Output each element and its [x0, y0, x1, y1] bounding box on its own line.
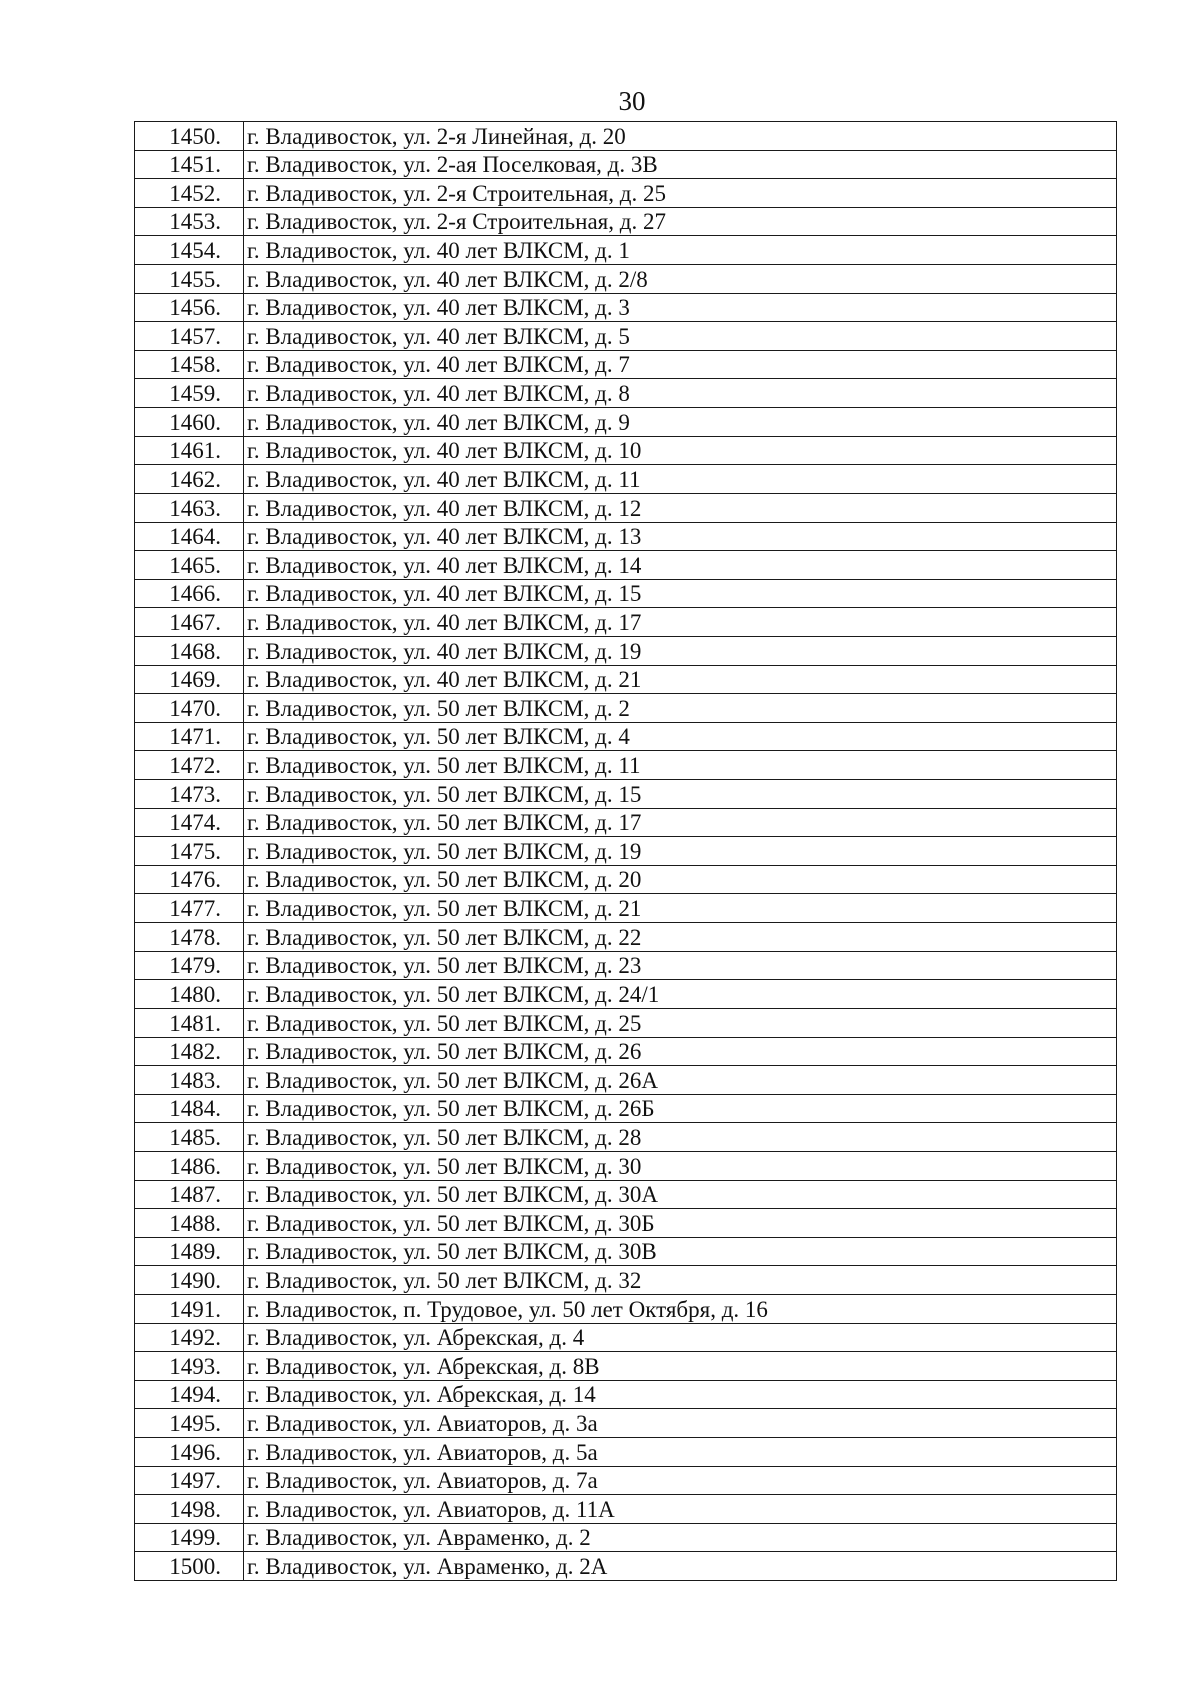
- table-row: [135, 1209, 1117, 1238]
- row-number: 1461.: [135, 436, 244, 465]
- table-row: [135, 1552, 1117, 1581]
- row-number: 1486.: [135, 1151, 244, 1180]
- table-row: [135, 522, 1117, 551]
- row-number: 1500.: [135, 1552, 244, 1581]
- row-address: г. Владивосток, ул. 50 лет ВЛКСМ, д. 30В: [244, 1237, 1117, 1266]
- row-address: г. Владивосток, ул. Абрекская, д. 4: [244, 1323, 1117, 1352]
- row-address: г. Владивосток, п. Трудовое, ул. 50 лет Октября, д. 16: [244, 1294, 1117, 1323]
- table-row: [135, 236, 1117, 265]
- address-table-body: [135, 122, 1117, 1581]
- row-address: г. Владивосток, ул. 40 лет ВЛКСМ, д. 12: [244, 493, 1117, 522]
- row-address: г. Владивосток, ул. Авиаторов, д. 5а: [244, 1438, 1117, 1467]
- table-row: [135, 1466, 1117, 1495]
- row-address: г. Владивосток, ул. 40 лет ВЛКСМ, д. 14: [244, 551, 1117, 580]
- row-address: г. Владивосток, ул. 2-ая Поселковая, д. 3В: [244, 150, 1117, 179]
- table-row: [135, 207, 1117, 236]
- table-row: [135, 1066, 1117, 1095]
- table-row: [135, 894, 1117, 923]
- table-row: [135, 722, 1117, 751]
- row-address: г. Владивосток, ул. 40 лет ВЛКСМ, д. 15: [244, 579, 1117, 608]
- row-number: 1472.: [135, 751, 244, 780]
- row-number: 1468.: [135, 636, 244, 665]
- table-row: [135, 179, 1117, 208]
- table-row: [135, 808, 1117, 837]
- row-number: 1450.: [135, 122, 244, 151]
- row-address: г. Владивосток, ул. 40 лет ВЛКСМ, д. 9: [244, 408, 1117, 437]
- row-number: 1499.: [135, 1523, 244, 1552]
- row-number: 1475.: [135, 837, 244, 866]
- row-address: г. Владивосток, ул. 40 лет ВЛКСМ, д. 17: [244, 608, 1117, 637]
- row-address: г. Владивосток, ул. 40 лет ВЛКСМ, д. 1: [244, 236, 1117, 265]
- row-number: 1479.: [135, 951, 244, 980]
- row-address: г. Владивосток, ул. 50 лет ВЛКСМ, д. 11: [244, 751, 1117, 780]
- row-address: г. Владивосток, ул. Авиаторов, д. 11А: [244, 1495, 1117, 1524]
- table-row: [135, 122, 1117, 151]
- row-address: г. Владивосток, ул. 50 лет ВЛКСМ, д. 21: [244, 894, 1117, 923]
- table-row: [135, 579, 1117, 608]
- table-row: [135, 780, 1117, 809]
- row-number: 1465.: [135, 551, 244, 580]
- row-address: г. Владивосток, ул. 2-я Строительная, д. 25: [244, 179, 1117, 208]
- row-number: 1459.: [135, 379, 244, 408]
- table-row: [135, 980, 1117, 1009]
- row-number: 1488.: [135, 1209, 244, 1238]
- table-row: [135, 1151, 1117, 1180]
- row-address: г. Владивосток, ул. 50 лет ВЛКСМ, д. 4: [244, 722, 1117, 751]
- table-row: [135, 837, 1117, 866]
- row-number: 1453.: [135, 207, 244, 236]
- row-number: 1466.: [135, 579, 244, 608]
- row-number: 1476.: [135, 865, 244, 894]
- row-number: 1458.: [135, 350, 244, 379]
- row-number: 1498.: [135, 1495, 244, 1524]
- row-address: г. Владивосток, ул. 50 лет ВЛКСМ, д. 25: [244, 1008, 1117, 1037]
- row-address: г. Владивосток, ул. 40 лет ВЛКСМ, д. 11: [244, 465, 1117, 494]
- table-row: [135, 1438, 1117, 1467]
- page-number: 30: [618, 86, 646, 116]
- table-row: [135, 465, 1117, 494]
- row-address: г. Владивосток, ул. 40 лет ВЛКСМ, д. 7: [244, 350, 1117, 379]
- row-number: 1478.: [135, 923, 244, 952]
- row-number: 1473.: [135, 780, 244, 809]
- row-address: г. Владивосток, ул. Авраменко, д. 2: [244, 1523, 1117, 1552]
- row-address: г. Владивосток, ул. 50 лет ВЛКСМ, д. 26Б: [244, 1094, 1117, 1123]
- row-address: г. Владивосток, ул. 50 лет ВЛКСМ, д. 30: [244, 1151, 1117, 1180]
- row-number: 1462.: [135, 465, 244, 494]
- row-address: г. Владивосток, ул. Авиаторов, д. 3а: [244, 1409, 1117, 1438]
- row-number: 1495.: [135, 1409, 244, 1438]
- row-number: 1469.: [135, 665, 244, 694]
- row-number: 1481.: [135, 1008, 244, 1037]
- row-address: г. Владивосток, ул. 40 лет ВЛКСМ, д. 3: [244, 293, 1117, 322]
- row-number: 1480.: [135, 980, 244, 1009]
- row-address: г. Владивосток, ул. 50 лет ВЛКСМ, д. 22: [244, 923, 1117, 952]
- row-address: г. Владивосток, ул. 50 лет ВЛКСМ, д. 2: [244, 694, 1117, 723]
- row-number: 1497.: [135, 1466, 244, 1495]
- row-address: г. Владивосток, ул. 40 лет ВЛКСМ, д. 13: [244, 522, 1117, 551]
- table-row: [135, 1123, 1117, 1152]
- row-number: 1452.: [135, 179, 244, 208]
- row-number: 1490.: [135, 1266, 244, 1295]
- row-number: 1474.: [135, 808, 244, 837]
- row-number: 1491.: [135, 1294, 244, 1323]
- row-number: 1460.: [135, 408, 244, 437]
- row-number: 1489.: [135, 1237, 244, 1266]
- row-number: 1464.: [135, 522, 244, 551]
- row-address: г. Владивосток, ул. Авраменко, д. 2А: [244, 1552, 1117, 1581]
- table-row: [135, 751, 1117, 780]
- row-number: 1487.: [135, 1180, 244, 1209]
- row-address: г. Владивосток, ул. 50 лет ВЛКСМ, д. 19: [244, 837, 1117, 866]
- row-address: г. Владивосток, ул. 40 лет ВЛКСМ, д. 8: [244, 379, 1117, 408]
- table-row: [135, 436, 1117, 465]
- table-row: [135, 1409, 1117, 1438]
- row-address: г. Владивосток, ул. 50 лет ВЛКСМ, д. 24/1: [244, 980, 1117, 1009]
- address-table: [134, 121, 1117, 1581]
- row-address: г. Владивосток, ул. Абрекская, д. 14: [244, 1380, 1117, 1409]
- row-address: г. Владивосток, ул. 40 лет ВЛКСМ, д. 21: [244, 665, 1117, 694]
- row-number: 1470.: [135, 694, 244, 723]
- table-row: [135, 408, 1117, 437]
- table-row: [135, 350, 1117, 379]
- row-number: 1471.: [135, 722, 244, 751]
- row-address: г. Владивосток, ул. 50 лет ВЛКСМ, д. 23: [244, 951, 1117, 980]
- row-address: г. Владивосток, ул. 40 лет ВЛКСМ, д. 19: [244, 636, 1117, 665]
- table-row: [135, 265, 1117, 294]
- table-row: [135, 493, 1117, 522]
- row-address: г. Владивосток, ул. 50 лет ВЛКСМ, д. 26: [244, 1037, 1117, 1066]
- table-row: [135, 1094, 1117, 1123]
- row-address: г. Владивосток, ул. 50 лет ВЛКСМ, д. 26А: [244, 1066, 1117, 1095]
- row-address: г. Владивосток, ул. 40 лет ВЛКСМ, д. 2/8: [244, 265, 1117, 294]
- row-number: 1484.: [135, 1094, 244, 1123]
- table-row: [135, 1523, 1117, 1552]
- table-row: [135, 1294, 1117, 1323]
- row-number: 1463.: [135, 493, 244, 522]
- row-address: г. Владивосток, ул. 50 лет ВЛКСМ, д. 28: [244, 1123, 1117, 1152]
- row-address: г. Владивосток, ул. 50 лет ВЛКСМ, д. 30Б: [244, 1209, 1117, 1238]
- row-address: г. Владивосток, ул. 50 лет ВЛКСМ, д. 17: [244, 808, 1117, 837]
- row-address: г. Владивосток, ул. 2-я Строительная, д. 27: [244, 207, 1117, 236]
- row-address: г. Владивосток, ул. 2-я Линейная, д. 20: [244, 122, 1117, 151]
- row-number: 1456.: [135, 293, 244, 322]
- row-address: г. Владивосток, ул. 40 лет ВЛКСМ, д. 5: [244, 322, 1117, 351]
- table-row: [135, 694, 1117, 723]
- row-number: 1493.: [135, 1352, 244, 1381]
- table-row: [135, 1266, 1117, 1295]
- row-number: 1457.: [135, 322, 244, 351]
- row-number: 1485.: [135, 1123, 244, 1152]
- table-row: [135, 923, 1117, 952]
- table-row: [135, 293, 1117, 322]
- row-number: 1467.: [135, 608, 244, 637]
- table-row: [135, 1323, 1117, 1352]
- table-row: [135, 1037, 1117, 1066]
- row-number: 1482.: [135, 1037, 244, 1066]
- table-row: [135, 1008, 1117, 1037]
- table-row: [135, 551, 1117, 580]
- table-row: [135, 636, 1117, 665]
- row-address: г. Владивосток, ул. 50 лет ВЛКСМ, д. 15: [244, 780, 1117, 809]
- table-row: [135, 951, 1117, 980]
- table-row: [135, 665, 1117, 694]
- row-number: 1496.: [135, 1438, 244, 1467]
- table-row: [135, 1237, 1117, 1266]
- row-number: 1494.: [135, 1380, 244, 1409]
- table-row: [135, 150, 1117, 179]
- table-row: [135, 1380, 1117, 1409]
- row-address: г. Владивосток, ул. Абрекская, д. 8В: [244, 1352, 1117, 1381]
- table-row: [135, 608, 1117, 637]
- row-address: г. Владивосток, ул. 50 лет ВЛКСМ, д. 32: [244, 1266, 1117, 1295]
- table-row: [135, 322, 1117, 351]
- row-address: г. Владивосток, ул. Авиаторов, д. 7а: [244, 1466, 1117, 1495]
- row-address: г. Владивосток, ул. 50 лет ВЛКСМ, д. 20: [244, 865, 1117, 894]
- row-number: 1454.: [135, 236, 244, 265]
- row-number: 1455.: [135, 265, 244, 294]
- table-row: [135, 379, 1117, 408]
- table-row: [135, 1352, 1117, 1381]
- row-number: 1477.: [135, 894, 244, 923]
- table-row: [135, 1495, 1117, 1524]
- row-number: 1451.: [135, 150, 244, 179]
- row-number: 1492.: [135, 1323, 244, 1352]
- row-address: г. Владивосток, ул. 40 лет ВЛКСМ, д. 10: [244, 436, 1117, 465]
- row-number: 1483.: [135, 1066, 244, 1095]
- table-row: [135, 865, 1117, 894]
- table-row: [135, 1180, 1117, 1209]
- row-address: г. Владивосток, ул. 50 лет ВЛКСМ, д. 30А: [244, 1180, 1117, 1209]
